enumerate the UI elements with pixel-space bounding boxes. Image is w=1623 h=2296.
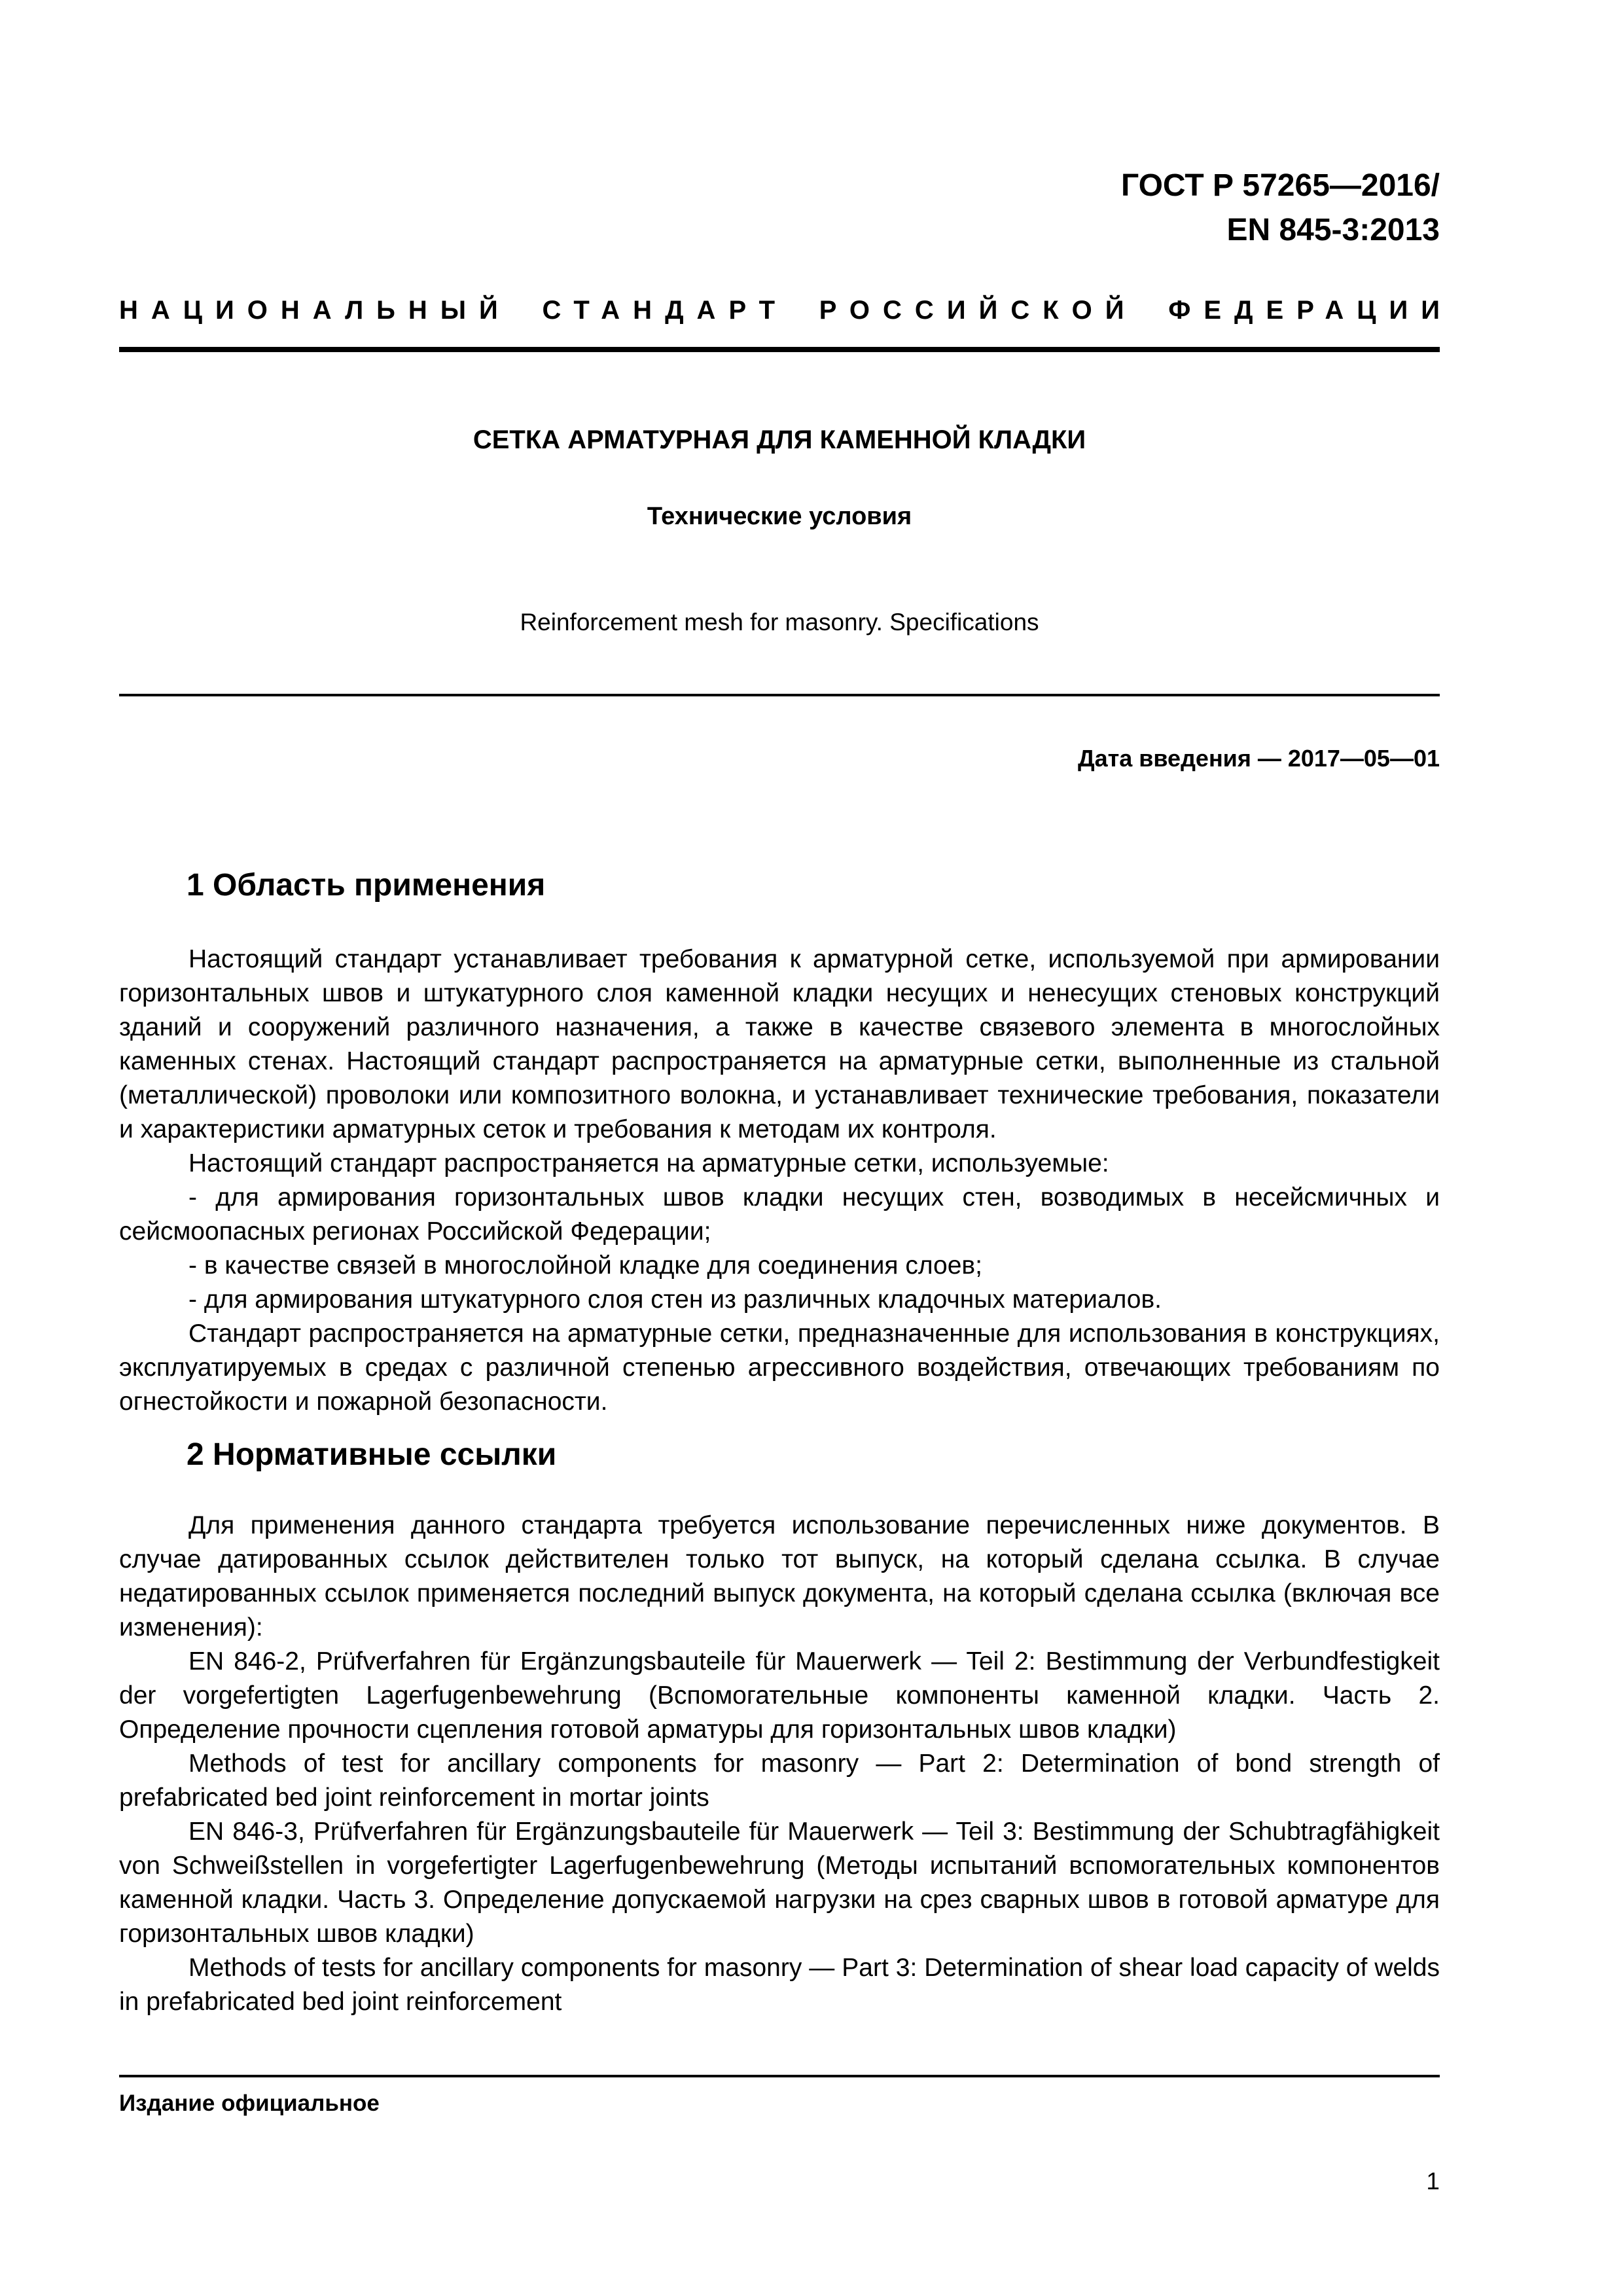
standard-number-line-1: ГОСТ Р 57265—2016/ xyxy=(1121,168,1440,203)
document-title: СЕТКА АРМАТУРНАЯ ДЛЯ КАМЕННОЙ КЛАДКИ xyxy=(473,425,1086,454)
section-1-heading: 1 Область применения xyxy=(187,868,546,903)
section-2-heading: 2 Нормативные ссылки xyxy=(187,1437,557,1472)
banner-word: СТАНДАРТ xyxy=(542,296,789,325)
list-item: - для армирования штукатурного слоя стен из различных кладочных материалов. xyxy=(188,1285,1162,1314)
list-item: - для армирования горизонтальных швов кладки несущих стен, возводимых в несейсмичных и сейсмоопасных регионах Российской Федерации; xyxy=(119,1183,1440,1246)
introduction-date: Дата введения — 2017—05—01 xyxy=(1077,745,1440,772)
section-1-body xyxy=(119,942,1440,1419)
standard-number-line-2: EN 845-3:2013 xyxy=(1226,213,1440,247)
list-item: - в качестве связей в многослойной кладке для соединения слоев; xyxy=(188,1251,982,1280)
reference-translation: Methods of test for ancillary components for masonry — Part 2: Determination of bond strength of prefabricated bed joint reinforcement in mortar joints xyxy=(119,1749,1440,1812)
edition-label: Издание официальное xyxy=(119,2090,380,2116)
banner-word: НАЦИОНАЛЬНЫЙ xyxy=(119,296,511,325)
paragraph: Настоящий стандарт устанавливает требования к арматурной сетке, используемой при армировании горизонтальных швов и штукатурного слоя каменной кладки несущих и ненесущих стеновых конструкций зданий и сооружений различного назначения, а также в качестве связевого элемента в многослойных каменных стенах. Настоящий стандарт распространяется на арматурные сетки, выполненные из стальной (металлической) проволоки или композитного волокна, и устанавливает технические требования, показатели и характеристики арматурных сеток и требования к методам их контроля. xyxy=(119,945,1440,1143)
standard-number xyxy=(1121,164,1440,253)
english-title: Reinforcement mesh for masonry. Specifications xyxy=(520,609,1039,636)
reference-entry: EN 846-3, Prüfverfahren für Ergänzungsbauteile für Mauerwerk — Teil 3: Bestimmung der Schubtragfähigkeit von Schweißstellen in vorgefertigter Lagerfugenbewehrung (Методы испытаний вспомогательных компонентов каменной кладки. Часть 3. Определение допускаемой нагрузки на срез сварных швов в готовой арматуре для горизонтальных швов кладки) xyxy=(119,1818,1440,1948)
title-divider xyxy=(119,694,1440,696)
section-2-body xyxy=(119,1509,1440,2019)
banner-word: ФЕДЕРАЦИИ xyxy=(1168,296,1453,325)
reference-translation: Methods of tests for ancillary components for masonry — Part 3: Determination of shear load capacity of welds in prefabricated bed joint reinforcement xyxy=(119,1954,1440,2016)
page-number: 1 xyxy=(1426,2168,1440,2195)
paragraph: Стандарт распространяется на арматурные сетки, предназначенные для использования в конструкциях, эксплуатируемых в средах с различной степенью агрессивного воздействия, отвечающих требованиям по огнестойкости и пожарной безопасности. xyxy=(119,1319,1440,1416)
footer-divider xyxy=(119,2075,1440,2077)
document-subtitle: Технические условия xyxy=(647,503,912,530)
national-standard-banner xyxy=(119,296,1453,325)
paragraph: Настоящий стандарт распространяется на арматурные сетки, используемые: xyxy=(188,1149,1109,1177)
paragraph: Для применения данного стандарта требуется использование перечисленных ниже документов. В случае датированных ссылок действителен только тот выпуск, на который сделана ссылка. В случае недатированных ссылок применяется последний выпуск документа, на который сделана ссылка (включая все изменения): xyxy=(119,1511,1440,1641)
reference-entry: EN 846-2, Prüfverfahren für Ergänzungsbauteile für Mauerwerk — Teil 2: Bestimmung der Verbundfestigkeit der vorgefertigten Lagerfugenbewehrung (Вспомогательные компоненты каменной кладки. Часть 2. Определение прочности сцепления готовой арматуры для горизонтальных швов кладки) xyxy=(119,1647,1440,1744)
banner-word: РОССИЙСКОЙ xyxy=(819,296,1137,325)
header-divider xyxy=(119,347,1440,352)
